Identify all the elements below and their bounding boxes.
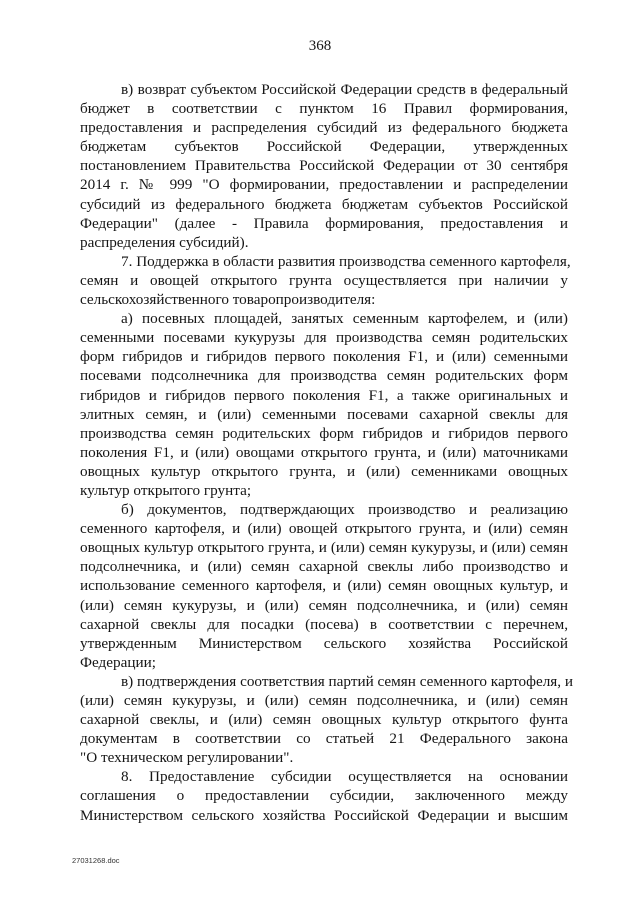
text-line: подсолнечника, и (или) семян сахарной свеклы либо производство и: [80, 558, 568, 576]
text-line: Федерации" (далее - Правила формирования, предоставления и: [80, 214, 568, 232]
document-body: [80, 80, 573, 825]
text-line: посевами подсолнечника для производства семян родительских форм: [80, 367, 568, 385]
text-line: бюджет в соответствии с пунктом 16 Правил формирования,: [80, 100, 568, 118]
text-line: в) возврат субъектом Российской Федерации средств в федеральный: [121, 81, 568, 98]
text-line: бюджетам субъектов Российской Федерации, утвержденных: [80, 138, 568, 156]
text-line: поколения F1, и (или) овощами открытого грунта, и (или) маточниками: [80, 443, 568, 461]
text-line: предоставления и распределения субсидий из федерального бюджета: [80, 119, 568, 137]
text-line: использование семенного картофеля, и (или) семян овощных культур, и: [80, 577, 568, 595]
page-number: 368: [308, 38, 332, 54]
text-line: документам в соответствии со статьей 21 Федерального закона: [80, 730, 568, 748]
text-line: культур открытого грунта;: [80, 481, 252, 499]
text-line: а) посевных площадей, занятых семенным картофелем, и (или): [121, 310, 568, 328]
text-line: гибридов и гибридов первого поколения F1, а также оригинальных и: [80, 386, 568, 404]
paragraph: [80, 309, 568, 500]
text-line: элитных семян, и (или) семенными посевами сахарной свеклы для: [80, 405, 568, 423]
text-line: сахарной свеклы для посадки (посева) в соответствии с перечнем,: [80, 615, 568, 633]
text-line: соглашения о предоставлении субсидии, заключенного между: [80, 787, 568, 805]
text-line: семенными посевами кукурузы для производства семян родительских: [80, 329, 568, 347]
text-line: овощных культур открытого грунта, и (или) семенниками овощных: [80, 462, 568, 480]
text-line: Федерации;: [80, 653, 156, 671]
text-line: (или) семян кукурузы, и (или) семян подсолнечника, и (или) семян: [80, 596, 568, 614]
text-line: семенного картофеля, и (или) овощей открытого грунта, и (или) семян: [80, 520, 568, 538]
text-line: форм гибридов и гибридов первого поколения F1, и (или) семенными: [80, 348, 568, 366]
text-line: 2014 г. № 999 "О формировании, предоставлении и распределении: [80, 176, 568, 194]
footer-file-code: 27031268.doc: [72, 856, 120, 865]
text-line: распределения субсидий).: [80, 233, 249, 251]
paragraph: [80, 672, 573, 767]
paragraph: [80, 767, 568, 824]
text-line: семян и овощей открытого грунта осуществляется при наличии у: [80, 271, 568, 289]
text-line: Министерством сельского хозяйства Российской Федерации и высшим: [80, 806, 568, 824]
text-line: сельскохозяйственного товаропроизводителя:: [80, 291, 376, 309]
text-line: производства семян родительских форм гибридов и гибридов первого: [80, 424, 568, 442]
text-line: субсидий из федерального бюджета бюджетам субъектов Российской: [80, 195, 568, 213]
text-line: овощных культур открытого грунта, и (или) семян кукурузы, и (или) семян: [80, 539, 568, 557]
paragraph: [80, 252, 571, 309]
text-line: сахарной свеклы, и (или) семян овощных культур открытого фунта: [80, 711, 568, 729]
text-line: в) подтверждения соответствия партий семян семенного картофеля, и: [121, 672, 573, 690]
text-line: 8. Предоставление субсидии осуществляется на основании: [121, 768, 568, 786]
text-line: (или) семян кукурузы, и (или) семян подсолнечника, и (или) семян: [80, 692, 568, 709]
text-line: б) документов, подтверждающих производство и реализацию: [121, 501, 568, 519]
text-line: постановлением Правительства Российской Федерации от 30 сентября: [80, 157, 568, 175]
paragraph: [80, 500, 568, 672]
text-line: утвержденным Министерством сельского хозяйства Российской: [80, 634, 568, 652]
text-line: "О техническом регулировании".: [80, 749, 294, 767]
text-line: 7. Поддержка в области развития производства семенного картофеля,: [121, 252, 571, 270]
paragraph: [80, 80, 568, 252]
